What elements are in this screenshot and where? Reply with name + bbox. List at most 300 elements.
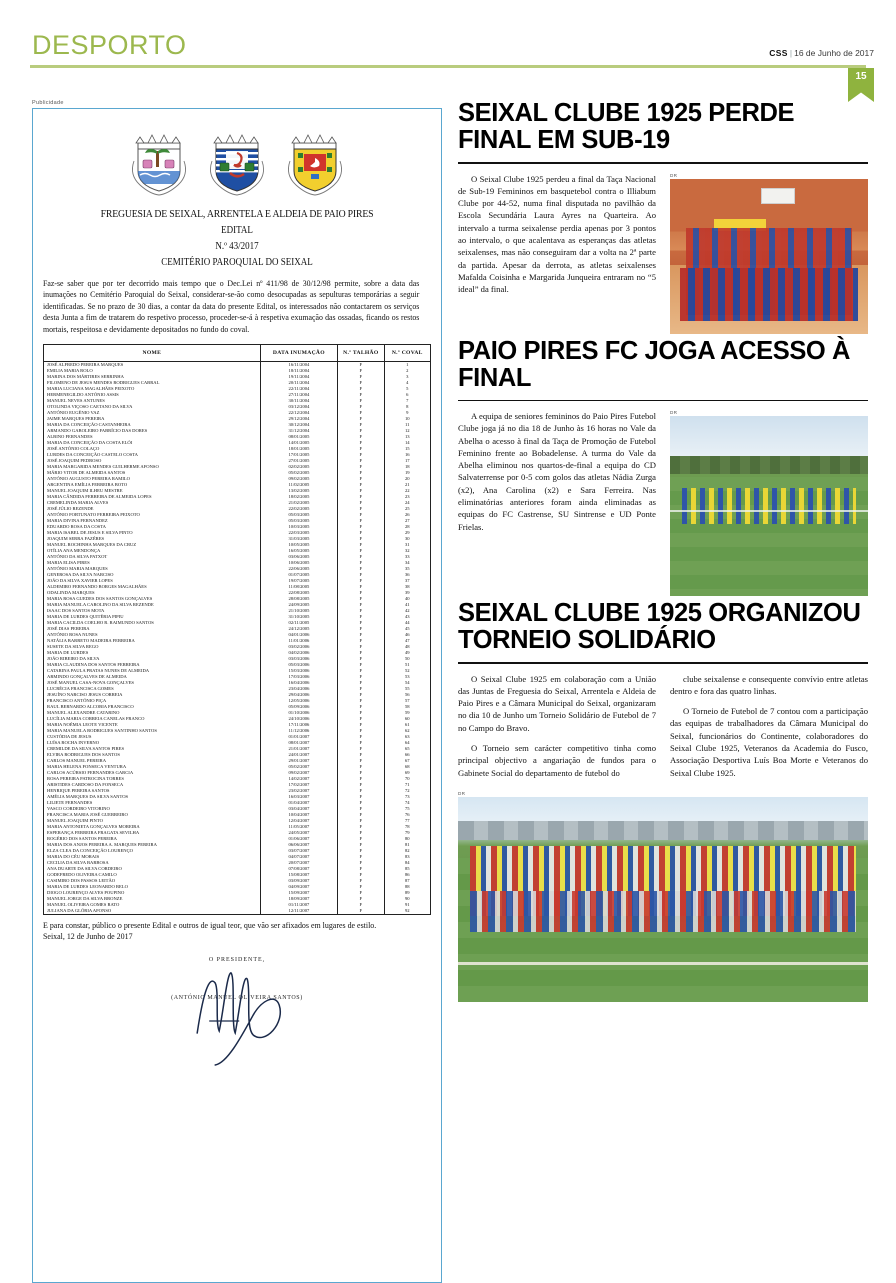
- document-type: EDITAL: [221, 225, 253, 236]
- table-cell-nome: MARINA DOS MÁRTIRES SERRINHA: [44, 374, 261, 380]
- table-cell-data: 08/01/2007: [260, 740, 337, 746]
- table-cell-coval: 34: [384, 560, 430, 566]
- table-cell-data: 22/03/2005: [260, 530, 337, 536]
- table-cell-data: 10/03/2005: [260, 524, 337, 530]
- table-cell-nome: JOSÉ ALFREDO PEREIRA MARQUES: [44, 362, 261, 369]
- story-text-column-left: [458, 673, 656, 787]
- table-header-row: [44, 345, 431, 362]
- table-cell-nome: MANUEL JOAQUIM ILHEU MESTRE: [44, 488, 261, 494]
- table-cell-data: 05/02/2005: [260, 470, 337, 476]
- table-cell-nome: CREMELINDA MARIA ALVES: [44, 500, 261, 506]
- story-headline: SEIXAL CLUBE 1925 PERDE FINAL EM SUB-19: [458, 99, 795, 155]
- table-cell-data: 22/11/2004: [260, 386, 337, 392]
- table-cell-data: 04/07/2007: [260, 854, 337, 860]
- table-cell-data: 06/06/2007: [260, 842, 337, 848]
- table-cell-nome: JOSÉ JOAQUIM PEDROSO: [44, 458, 261, 464]
- table-cell-talhao: F: [338, 506, 384, 512]
- table-cell-talhao: F: [338, 668, 384, 674]
- table-cell-coval: 25: [384, 506, 430, 512]
- table-cell-talhao: F: [338, 866, 384, 872]
- table-cell-nome: NATÁLIA BARRETO MADEIRA FERREIRA: [44, 638, 261, 644]
- table-cell-nome: MARIA ISABEL DE JESUS E SILVA PINTO: [44, 530, 261, 536]
- table-cell-nome: CREMILDE DA SILVA SANTOS PIRES: [44, 746, 261, 752]
- table-cell-coval: 70: [384, 776, 430, 782]
- table-cell-nome: JULIANA DA GLÓRIA AFONSO: [44, 908, 261, 915]
- table-cell-talhao: F: [338, 416, 384, 422]
- table-cell-coval: 8: [384, 404, 430, 410]
- table-cell-coval: 77: [384, 818, 430, 824]
- table-cell-nome: CECILIA DA SILVA BARBOSA: [44, 860, 261, 866]
- table-cell-talhao: F: [338, 776, 384, 782]
- table-cell-talhao: F: [338, 908, 384, 915]
- table-cell-talhao: F: [338, 806, 384, 812]
- table-cell-talhao: F: [338, 794, 384, 800]
- table-cell-talhao: F: [338, 842, 384, 848]
- table-cell-talhao: F: [338, 524, 384, 530]
- table-cell-talhao: F: [338, 620, 384, 626]
- table-cell-data: 21/02/2005: [260, 500, 337, 506]
- table-cell-coval: 49: [384, 650, 430, 656]
- story-photo-wide: [458, 791, 868, 1002]
- story-paragraph: O Seixal Clube 1925 perdeu a final da Taça Nacional de Sub-19 Femininos em basquetebol contra o Illiabum Clube por 44-52, numa final disputada no pavilhão da Escola Secundária Laura Ayres na Quarteira. Ao intervalo a turma seixalense perdia apenas por 3 pontos ao intervalo, o que acalentava as esperanças das atletas seixalenses, mas não conseguiram dar a volta na 2ª parte da partida. Apesar da derrota, as atletas seixalenses Mafalda Coisinha e Margarida Junqueira entraram no “5 ideal” da final.: [458, 173, 656, 295]
- table-cell-talhao: F: [338, 644, 384, 650]
- table-cell-nome: JOAQUIM SERRA FAZÉRES: [44, 536, 261, 542]
- table-cell-talhao: F: [338, 458, 384, 464]
- table-cell-coval: 46: [384, 632, 430, 638]
- table-cell-data: 01/10/2006: [260, 710, 337, 716]
- table-cell-data: 03/12/2004: [260, 404, 337, 410]
- story-paio-pires-final: [458, 338, 868, 597]
- editorial-column: [458, 100, 868, 1006]
- table-cell-nome: LUCRÉCIA FRANCISCA GOMES: [44, 686, 261, 692]
- table-cell-data: 15/09/2007: [260, 890, 337, 896]
- signature-title: O PRESIDENTE,: [208, 956, 266, 963]
- table-cell-coval: 87: [384, 878, 430, 884]
- story-paragraph: O Seixal Clube 1925 em colaboração com a União das Juntas de Freguesia do Seixal, Arrentela e Aldeia de Paio Pires e a Câmara Municipal do Seixal, organizaram no dia 10 de Junho um Torneio Solidário de Futebol de 7 no Campo do Bravo.: [458, 673, 656, 733]
- table-cell-data: 24/09/2005: [260, 602, 337, 608]
- story-headline: PAIO PIRES FC JOGA ACESSO À FINAL: [458, 336, 851, 392]
- table-cell-nome: ALDEMIRO FERNANDO BORGES MAGALHÃES: [44, 584, 261, 590]
- table-cell-talhao: F: [338, 386, 384, 392]
- table-cell-coval: 42: [384, 608, 430, 614]
- table-cell-nome: JOSÉ DIAS PEREIRA: [44, 626, 261, 632]
- table-cell-coval: 2: [384, 368, 430, 374]
- table-cell-talhao: F: [338, 698, 384, 704]
- table-cell-data: 04/02/2006: [260, 650, 337, 656]
- table-cell-nome: ANTÓNIO DA SILVA PATXOT: [44, 554, 261, 560]
- table-cell-coval: 23: [384, 494, 430, 500]
- table-cell-nome: MÁRIO VITOR DE ALMEIDA SANTOS: [44, 470, 261, 476]
- table-cell-nome: CATARINA PAULA PRATAS NUNES DE ALMEIDA: [44, 668, 261, 674]
- headline-rule: [458, 162, 868, 164]
- story-text-column: [458, 173, 656, 334]
- table-cell-nome: RAUL BERNARDO ALCOBIA FRANCISCO: [44, 704, 261, 710]
- table-cell-data: 19/07/2005: [260, 578, 337, 584]
- table-cell-talhao: F: [338, 890, 384, 896]
- table-cell-nome: GENEROSA DA SILVA NARCISO: [44, 572, 261, 578]
- table-cell-nome: MANUEL JORGE DA SILVA BRONZE: [44, 896, 261, 902]
- photo-team-front-row: [680, 268, 858, 321]
- meta-separator: |: [789, 48, 793, 58]
- table-cell-coval: 72: [384, 788, 430, 794]
- table-cell-data: 16/05/2005: [260, 548, 337, 554]
- column-header-coval: N.º COVAL: [384, 345, 430, 362]
- table-cell-nome: JOSÉ JÚLIO REZENDE: [44, 506, 261, 512]
- table-cell-coval: 61: [384, 722, 430, 728]
- table-cell-data: 03/06/2005: [260, 554, 337, 560]
- table-cell-talhao: F: [338, 764, 384, 770]
- table-cell-nome: MANUEL ROCHINHA MARQUES DA CRUZ: [44, 542, 261, 548]
- table-cell-data: 27/11/2004: [260, 392, 337, 398]
- table-cell-coval: 21: [384, 482, 430, 488]
- table-cell-coval: 54: [384, 680, 430, 686]
- table-cell-talhao: F: [338, 686, 384, 692]
- table-cell-data: 11/12/2006: [260, 728, 337, 734]
- story-paragraph: O Torneio sem carácter competitivo tinha como principal objectivo a angariação de fundos para o Gabinete Social do departamento de futebol do: [458, 743, 656, 778]
- story-paragraph: clube seixalense e consequente convívio entre atletas dentro e fora das quatro linhas.: [670, 673, 868, 696]
- photo-players-line: [682, 488, 856, 524]
- table-cell-data: 18/11/2004: [260, 368, 337, 374]
- table-cell-nome: CARLOS ACÚRSIO FERNANDES GARCIA: [44, 770, 261, 776]
- table-cell-coval: 44: [384, 620, 430, 626]
- table-cell-coval: 14: [384, 440, 430, 446]
- table-cell-talhao: F: [338, 542, 384, 548]
- table-cell-coval: 50: [384, 656, 430, 662]
- table-cell-coval: 37: [384, 578, 430, 584]
- table-cell-data: 05/02/2007: [260, 764, 337, 770]
- table-cell-data: 19/11/2004: [260, 374, 337, 380]
- table-cell-coval: 81: [384, 842, 430, 848]
- table-cell-data: 11/05/2007: [260, 824, 337, 830]
- table-cell-talhao: F: [338, 404, 384, 410]
- table-cell-talhao: F: [338, 788, 384, 794]
- table-cell-data: 05/03/2005: [260, 512, 337, 518]
- table-cell-nome: ARMINDO GONÇALVES DE ALMEIDA: [44, 674, 261, 680]
- handwritten-signature-icon: [157, 953, 347, 1071]
- table-cell-data: 27/01/2005: [260, 458, 337, 464]
- table-cell-data: 14/01/2005: [260, 440, 337, 446]
- table-cell-talhao: F: [338, 434, 384, 440]
- table-cell-data: 01/04/2007: [260, 800, 337, 806]
- table-cell-nome: MARIA LUCIANA MAGALHÃES PEIXOTO: [44, 386, 261, 392]
- table-cell-data: 30/12/2004: [260, 422, 337, 428]
- table-cell-talhao: F: [338, 398, 384, 404]
- table-cell-nome: HERMENEGILDO ANTÓNIO ASSIS: [44, 392, 261, 398]
- table-cell-data: 17/01/2005: [260, 452, 337, 458]
- table-cell-talhao: F: [338, 392, 384, 398]
- table-cell-nome: ARMANDO GABOLEIRO FABRÍCIO DAS DORES: [44, 428, 261, 434]
- table-cell-coval: 68: [384, 764, 430, 770]
- table-cell-data: 01/06/2007: [260, 836, 337, 842]
- table-cell-talhao: F: [338, 860, 384, 866]
- table-cell-talhao: F: [338, 692, 384, 698]
- table-cell-coval: 20: [384, 476, 430, 482]
- table-cell-talhao: F: [338, 584, 384, 590]
- table-cell-data: 11/08/2005: [260, 584, 337, 590]
- photo-hoop: [761, 188, 795, 204]
- table-cell-data: 17/11/2006: [260, 722, 337, 728]
- table-cell-coval: 24: [384, 500, 430, 506]
- football-field-photo: [670, 416, 868, 596]
- table-cell-talhao: F: [338, 614, 384, 620]
- municipal-crests: [43, 127, 431, 201]
- table-cell-nome: FRANCISCO ANTÓNIO PIÇA: [44, 698, 261, 704]
- photo-kneeling-row: [470, 891, 855, 932]
- table-cell-nome: CARLOS MANUEL PEREIRA: [44, 758, 261, 764]
- table-cell-coval: 80: [384, 836, 430, 842]
- crest-arrentela-icon: [202, 127, 272, 201]
- table-cell-coval: 90: [384, 896, 430, 902]
- table-cell-data: 24/05/2007: [260, 830, 337, 836]
- table-cell-coval: 40: [384, 596, 430, 602]
- table-cell-coval: 31: [384, 542, 430, 548]
- table-cell-talhao: F: [338, 650, 384, 656]
- table-cell-data: 20/11/2004: [260, 380, 337, 386]
- issue-date: 16 de Junho de 2017: [794, 48, 874, 58]
- table-cell-talhao: F: [338, 554, 384, 560]
- table-cell-nome: MARIA ELISA PIRES: [44, 560, 261, 566]
- photo-pitch-line: [458, 962, 868, 965]
- table-cell-talhao: F: [338, 518, 384, 524]
- table-cell-coval: 39: [384, 590, 430, 596]
- table-cell-data: 23/04/2006: [260, 686, 337, 692]
- table-cell-nome: ISAAC DOS SANTOS MOTA: [44, 608, 261, 614]
- story-photo-column: [670, 173, 868, 334]
- table-cell-nome: LUCÍLIA MARIA CORREIA CANELAS FRANCO: [44, 716, 261, 722]
- table-cell-coval: 30: [384, 536, 430, 542]
- table-cell-coval: 3: [384, 374, 430, 380]
- table-cell-nome: ANTÓNIO MARIA MARQUES: [44, 566, 261, 572]
- table-cell-data: 28/08/2005: [260, 596, 337, 602]
- table-cell-coval: 66: [384, 752, 430, 758]
- publication-brand: CSS: [769, 48, 788, 58]
- table-cell-coval: 78: [384, 824, 430, 830]
- table-cell-coval: 17: [384, 458, 430, 464]
- table-cell-nome: AMÉLIA MARQUES DA SILVA SANTOS: [44, 794, 261, 800]
- table-cell-nome: GODEFREDO OLIVEIRA CAMILO: [44, 872, 261, 878]
- section-title: DESPORTO: [32, 30, 187, 60]
- table-cell-nome: MARIA CLAUDINA DOS SANTOS FERREIRA: [44, 662, 261, 668]
- table-cell-coval: 89: [384, 890, 430, 896]
- table-cell-data: 15/08/2007: [260, 872, 337, 878]
- document-subject: CEMITÉRIO PAROQUIAL DO SEIXAL: [161, 257, 313, 268]
- table-cell-talhao: F: [338, 830, 384, 836]
- table-cell-data: 22/08/2005: [260, 590, 337, 596]
- table-cell-nome: ESPERANÇA FERREIRA FRAGATA SEVILHA: [44, 830, 261, 836]
- table-cell-talhao: F: [338, 818, 384, 824]
- table-cell-talhao: F: [338, 656, 384, 662]
- photo-treeline: [670, 456, 868, 474]
- table-cell-nome: ROSA PEREIRA PATROCINA TORRES: [44, 776, 261, 782]
- table-cell-data: 17/03/2006: [260, 674, 337, 680]
- table-cell-data: 29/01/2007: [260, 758, 337, 764]
- table-cell-coval: 60: [384, 716, 430, 722]
- document-number: N.º 43/2017: [215, 241, 259, 252]
- table-cell-coval: 19: [384, 470, 430, 476]
- table-cell-coval: 35: [384, 566, 430, 572]
- table-cell-nome: MARIA CÂNDIDA FERREIRA DE ALMEIDA LOPES: [44, 494, 261, 500]
- table-cell-data: 05/03/2006: [260, 662, 337, 668]
- table-row: [44, 908, 431, 915]
- table-cell-talhao: F: [338, 812, 384, 818]
- table-cell-nome: CUSTÓDIA DE JESUS: [44, 734, 261, 740]
- table-cell-coval: 57: [384, 698, 430, 704]
- table-cell-nome: CASIMIRO DOS PASSOS LEITÃO: [44, 878, 261, 884]
- table-cell-data: 18/01/2005: [260, 446, 337, 452]
- table-cell-coval: 38: [384, 584, 430, 590]
- table-cell-nome: MARIA DA CONCEIÇÃO CASTANHEIRA: [44, 422, 261, 428]
- table-cell-nome: OTÍLIA ANA MENDONÇA: [44, 548, 261, 554]
- table-cell-talhao: F: [338, 368, 384, 374]
- table-cell-talhao: F: [338, 758, 384, 764]
- table-cell-talhao: F: [338, 512, 384, 518]
- table-cell-coval: 41: [384, 602, 430, 608]
- table-cell-coval: 82: [384, 848, 430, 854]
- table-body: [44, 362, 431, 915]
- edital-closing: [43, 920, 419, 942]
- table-cell-coval: 32: [384, 548, 430, 554]
- table-cell-coval: 79: [384, 830, 430, 836]
- tournament-group-photo: [458, 797, 868, 1002]
- table-cell-coval: 36: [384, 572, 430, 578]
- table-cell-talhao: F: [338, 734, 384, 740]
- table-cell-nome: ROGÉRIO DOS SANTOS PEREIRA: [44, 836, 261, 842]
- table-cell-talhao: F: [338, 608, 384, 614]
- advertisement-label: Publicidade: [32, 100, 64, 106]
- table-cell-talhao: F: [338, 410, 384, 416]
- table-cell-talhao: F: [338, 440, 384, 446]
- table-cell-coval: 69: [384, 770, 430, 776]
- table-cell-nome: EDUARDO ROSA DA COSTA: [44, 524, 261, 530]
- table-cell-data: 24/01/2007: [260, 752, 337, 758]
- table-cell-coval: 27: [384, 518, 430, 524]
- table-cell-talhao: F: [338, 878, 384, 884]
- table-cell-data: 18/02/2005: [260, 494, 337, 500]
- story-text-column: [458, 410, 656, 596]
- table-cell-data: 12/11/2007: [260, 908, 337, 915]
- table-cell-talhao: F: [338, 578, 384, 584]
- table-cell-talhao: F: [338, 710, 384, 716]
- page-number-flag: [848, 68, 874, 102]
- table-cell-coval: 4: [384, 380, 430, 386]
- table-cell-coval: 67: [384, 758, 430, 764]
- table-cell-coval: 88: [384, 884, 430, 890]
- table-cell-nome: JOSÉ ANTÓNIO COLAÇO: [44, 446, 261, 452]
- table-cell-nome: ELVIRA RODRIGUES DOS SANTOS: [44, 752, 261, 758]
- table-cell-nome: MANUEL ALEXANDRE CATARINO: [44, 710, 261, 716]
- table-cell-coval: 29: [384, 530, 430, 536]
- table-cell-nome: ALBINO FERNANDES: [44, 434, 261, 440]
- table-cell-talhao: F: [338, 470, 384, 476]
- table-cell-nome: ARGENTINA EMÍLIA FERREIRA BOTO: [44, 482, 261, 488]
- story-paragraph: A equipa de seniores femininos do Paio Pires Futebol Clube joga já no dia 18 de Junho às 16 horas no Vale da Abelha o acesso à final da Taça de Promoção de Futebol Feminino frente ao Bobadelense. A turma do Vale da Abelha eliminou nos quartos-de-final a equipa do CD Salvaterrense por 0-5 com golos das atletas Nádia Zurga (x2), Ana Carolina (x2) e Sara Ferreira. Nas eliminatórias anteriores foram ainda eliminadas as equipas do FC Castrense, SU Sintrense e UD Ponte Frielas.: [458, 411, 656, 532]
- table-cell-data: 12/05/2006: [260, 698, 337, 704]
- burial-records-table: [43, 344, 431, 915]
- table-cell-coval: 55: [384, 686, 430, 692]
- table-cell-talhao: F: [338, 704, 384, 710]
- table-cell-nome: ARISTIDES CARDOSO DA FONSECA: [44, 782, 261, 788]
- table-cell-coval: 52: [384, 668, 430, 674]
- table-cell-coval: 91: [384, 902, 430, 908]
- table-cell-data: 21/10/2005: [260, 608, 337, 614]
- table-cell-data: 03/07/2007: [260, 848, 337, 854]
- table-cell-data: 11/02/2005: [260, 482, 337, 488]
- table-cell-data: 22/12/2004: [260, 410, 337, 416]
- table-cell-nome: LURDES DA CONCEIÇÃO CASTELO COSTA: [44, 452, 261, 458]
- table-cell-nome: MARIA HELENA FONSECA VENTURA: [44, 764, 261, 770]
- table-cell-nome: LILIETE FERNANDES: [44, 800, 261, 806]
- table-cell-nome: ANTÓNIO FORTUNATO FERREIRA PEIXOTO: [44, 512, 261, 518]
- table-cell-talhao: F: [338, 638, 384, 644]
- table-cell-data: 03/03/2006: [260, 656, 337, 662]
- table-cell-coval: 10: [384, 416, 430, 422]
- table-cell-nome: ANTÓNIO ROSA NUNES: [44, 632, 261, 638]
- table-cell-coval: 28: [384, 524, 430, 530]
- table-cell-data: 02/11/2005: [260, 620, 337, 626]
- table-cell-coval: 1: [384, 362, 430, 369]
- photo-buildings: [458, 821, 868, 839]
- table-cell-talhao: F: [338, 446, 384, 452]
- table-cell-nome: MARIA MANUELA CAROLINO DA SILVA REZENDE: [44, 602, 261, 608]
- table-cell-talhao: F: [338, 560, 384, 566]
- masthead-meta: [769, 48, 874, 58]
- table-cell-talhao: F: [338, 530, 384, 536]
- table-cell-talhao: F: [338, 902, 384, 908]
- table-cell-nome: ODALINDA MARQUES: [44, 590, 261, 596]
- table-cell-data: 02/02/2005: [260, 464, 337, 470]
- table-cell-nome: MARIA DIVINA FERNANDEZ: [44, 518, 261, 524]
- table-cell-coval: 84: [384, 860, 430, 866]
- table-cell-talhao: F: [338, 896, 384, 902]
- table-cell-coval: 18: [384, 464, 430, 470]
- table-cell-talhao: F: [338, 848, 384, 854]
- table-cell-coval: 26: [384, 512, 430, 518]
- table-cell-talhao: F: [338, 596, 384, 602]
- table-cell-data: 04/09/2007: [260, 884, 337, 890]
- table-cell-coval: 6: [384, 392, 430, 398]
- table-cell-coval: 71: [384, 782, 430, 788]
- table-cell-talhao: F: [338, 452, 384, 458]
- table-cell-nome: MARIA MANUELA RODRIGUES SANTINHO SANTOS: [44, 728, 261, 734]
- table-cell-nome: MANUEL JOAQUIM PINTO: [44, 818, 261, 824]
- issuing-organization: FREGUESIA DE SEIXAL, ARRENTELA E ALDEIA DE PAIO PIRES: [100, 209, 374, 220]
- table-cell-nome: JOÃO RIBEIRO DA SILVA: [44, 656, 261, 662]
- edital-advertisement: [32, 108, 442, 1283]
- table-cell-nome: MARIA DOS ANJOS PEREIRA A. MARQUES PEREIRA: [44, 842, 261, 848]
- table-cell-talhao: F: [338, 632, 384, 638]
- table-cell-coval: 75: [384, 806, 430, 812]
- table-cell-data: 10/05/2005: [260, 542, 337, 548]
- table-cell-talhao: F: [338, 662, 384, 668]
- table-cell-coval: 45: [384, 626, 430, 632]
- table-cell-talhao: F: [338, 746, 384, 752]
- table-cell-coval: 65: [384, 746, 430, 752]
- table-cell-talhao: F: [338, 680, 384, 686]
- table-cell-nome: MANUEL NEVES ANTUNES: [44, 398, 261, 404]
- table-cell-data: 31/10/2005: [260, 614, 337, 620]
- table-cell-nome: SUSETE DA SILVA REGO: [44, 644, 261, 650]
- table-cell-coval: 63: [384, 734, 430, 740]
- table-cell-nome: JAIME MARQUES PEREIRA: [44, 416, 261, 422]
- photo-pitch-line: [670, 510, 868, 512]
- story-text-column-right: [670, 673, 868, 787]
- table-cell-nome: JOSÉ MANUEL CASA-NOVA GONÇALVES: [44, 680, 261, 686]
- table-cell-talhao: F: [338, 494, 384, 500]
- table-cell-coval: 53: [384, 674, 430, 680]
- table-cell-data: 21/01/2007: [260, 746, 337, 752]
- table-cell-coval: 59: [384, 710, 430, 716]
- table-cell-nome: MARIA NOÉMIA LEOTE VICENTE: [44, 722, 261, 728]
